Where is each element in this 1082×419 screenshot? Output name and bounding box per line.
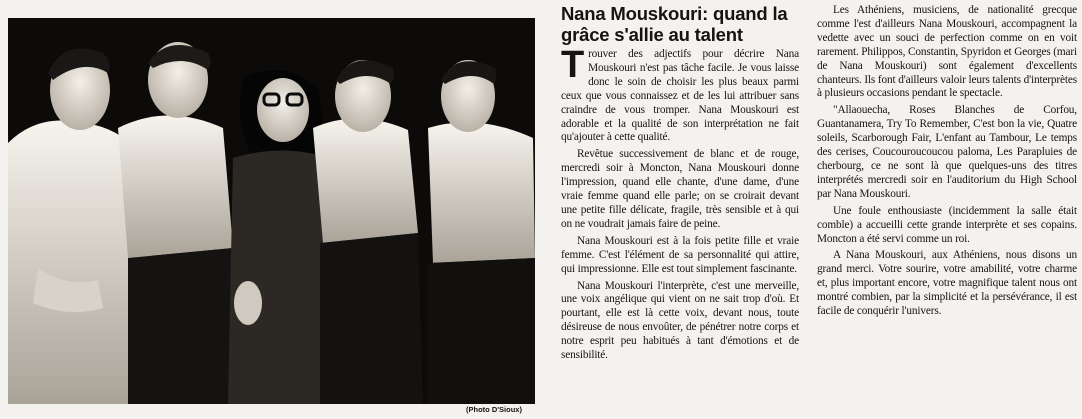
paragraph-4: Nana Mouskouri l'interprète, c'est une merveille, une voix angélique qui vient on ne sait trop d'où. Et pourtant, elle est là cette voix, devant nous, toute désireuse de nous envoûter, de pénétrer notre corps et notre esprit peu habitués à tant d'émotions et de sensibilité.	[561, 279, 799, 362]
photo-credit: (Photo D'Sioux)	[466, 405, 522, 414]
person-3-nana-mouskouri	[228, 70, 333, 404]
paragraph-5: Les Athéniens, musiciens, de nationalité grecque comme l'est d'ailleurs Nana Mouskouri, accompagnent la vedette avec un souci de perfection comme on en voit rarement. Philippos, Constantin, Spyridon et Georges (mari de Nana Mouskouri) sont également d'excellents chanteurs. Ils font d'ailleurs valoir leurs talents d'interprètes à plusieurs occasions pendant le spectacle.	[817, 4, 1077, 100]
paragraph-2: Revêtue successivement de blanc et de rouge, mercredi soir à Moncton, Nana Mouskouri donne l'impression, quand elle chante, d'une dame, d'une vraie femme quand elle parle; on se croirait devant une petite fille délicate, fragile, très sensible et à qui on ne voudrait jamais faire de peine.	[561, 148, 799, 230]
paragraph-3: Nana Mouskouri est à la fois petite fille et vraie femme. C'est l'élément de sa personnalité qui attire, qui impressionne. Elle est tout simplement fascinante.	[561, 234, 799, 275]
article-column-1	[561, 4, 799, 363]
article-column-2	[817, 4, 1077, 319]
lead-text: rouver des adjectifs pour décrire Nana Mouskouri n'est pas tâche facile. Je vous laisse donc le soin de choisir les plus beaux parmi ceux que vous connaissez et de les lui attribuer sans craindre de vous tromper. Nana Mouskouri est adorable et la qualité de son interprétation ne fait qu'ajouter à cette qualité.	[561, 48, 799, 144]
drop-cap: T	[561, 44, 585, 86]
lead-paragraph	[561, 44, 799, 145]
article-photo	[8, 18, 535, 404]
headline: Nana Mouskouri: quand la grâce s'allie au talent	[561, 3, 788, 45]
paragraph-8: A Nana Mouskouri, aux Athéniens, nous disons un grand merci. Votre sourire, votre amabilité, votre charme et, plus important encore, votre magnifique talent nous ont montré combien, par la simplicité et la persévérance, il est facile de conquérir l'univers.	[817, 249, 1077, 318]
photo-group-portrait	[8, 18, 535, 404]
paragraph-6: "Allaouecha, Roses Blanches de Corfou, Guantanamera, Try To Remember, C'est bon la vie, Quatre soleils, Scarborough Fair, L'enfant au Tambour, Le temps des cerises, Coucouroucoucou paloma, Les Parapluies de cherbourg, ce ne sont là que quelques-uns des titres interprétés mercredi soir en l'auditorium du High School par Nana Mouskouri.	[817, 104, 1077, 200]
paragraph-7: Une foule enthousiaste (incidemment la salle était comble) a accueilli cette grande interprète et ses copains. Moncton a été servi comme un roi.	[817, 204, 1077, 245]
